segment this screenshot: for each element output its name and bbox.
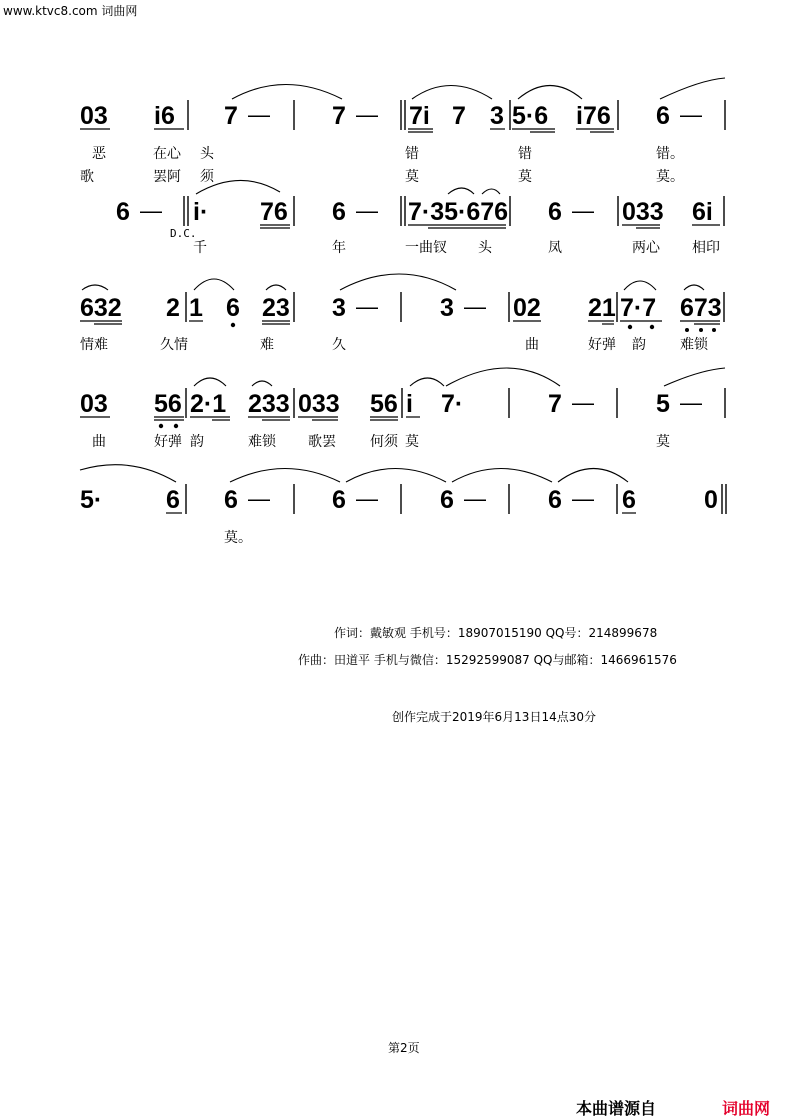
lyric: 莫。	[656, 169, 684, 185]
lyric: 难锁	[680, 337, 708, 353]
lyric: 年	[332, 240, 346, 256]
lyric: 韵	[632, 337, 646, 353]
note: 6	[548, 198, 562, 226]
score-row-3	[80, 274, 724, 353]
creation-date: 创作完成于2019年6月13日14点30分	[392, 710, 596, 724]
dash-mark: —	[572, 198, 594, 223]
dc-mark: D.C.	[170, 227, 197, 240]
dash-mark: —	[680, 390, 702, 415]
score-row-2	[116, 180, 724, 256]
lyric: 恶	[92, 146, 106, 162]
lyric: 曲	[92, 434, 106, 450]
lyric: 莫	[405, 434, 419, 450]
lyric: 莫	[405, 169, 419, 185]
note-group: 56	[370, 390, 398, 418]
lyric: 头	[478, 240, 492, 256]
lyric: 韵	[190, 434, 204, 450]
lyricist-credit: 作词：戴敏观 手机号：18907015190 QQ号：214899678	[334, 626, 658, 640]
note-group: 02	[513, 294, 541, 322]
lyric: 好弹	[154, 434, 182, 450]
lyric: 相印	[692, 240, 720, 256]
note-group: 7·35·676	[408, 198, 509, 226]
lyric: 歌罢	[308, 434, 336, 450]
dash-mark: —	[464, 486, 486, 511]
lyric: 千	[193, 240, 207, 256]
score-row-5	[80, 465, 726, 546]
lyric: 错	[405, 146, 419, 162]
note-group: 56	[154, 390, 182, 418]
score-row-1	[80, 78, 725, 185]
lyric: 在心	[153, 146, 181, 162]
note: 0	[704, 486, 718, 514]
lyric: 歌	[80, 169, 94, 185]
source-site-logo[interactable]: 词曲网	[722, 1099, 771, 1118]
source-label: 本曲谱源自	[576, 1099, 657, 1118]
lyric: 莫	[656, 434, 670, 450]
note: 6	[332, 198, 346, 226]
dash-mark: —	[356, 198, 378, 223]
lyric: 一曲钗	[405, 240, 447, 256]
dash-mark: —	[356, 486, 378, 511]
lyric: 难	[260, 337, 274, 353]
note: 3	[440, 294, 454, 322]
note: 2	[166, 294, 180, 322]
note: 6	[116, 198, 130, 226]
note: 6	[622, 486, 636, 514]
note-group: 21	[588, 294, 616, 322]
lyric: 头	[200, 146, 214, 162]
note-group: 7i	[409, 102, 430, 130]
lyric: 两心	[632, 240, 660, 256]
dash-mark: —	[464, 294, 486, 319]
note: 6	[224, 486, 238, 514]
note: 5	[656, 390, 670, 418]
dash-mark: —	[356, 102, 378, 127]
lyric: 久	[332, 337, 346, 353]
note: 6	[656, 102, 670, 130]
page-number: 第2页	[388, 1041, 420, 1055]
lyric: 莫。	[224, 530, 252, 546]
note: 7	[452, 102, 466, 130]
note: 1	[189, 294, 203, 322]
lyric: 好弹	[588, 337, 616, 353]
note-group: 6i	[692, 198, 713, 226]
note: i·	[193, 198, 209, 226]
note: 7	[332, 102, 346, 130]
note-group: 03	[80, 102, 108, 130]
lyric: 错	[518, 146, 532, 162]
note-group: 233	[248, 390, 290, 418]
dash-mark: —	[248, 102, 270, 127]
note: 6	[226, 294, 240, 322]
note: 7	[548, 390, 562, 418]
dash-mark: —	[680, 102, 702, 127]
site-watermark: www.ktvc8.com 词曲网	[3, 4, 138, 18]
note: 6	[548, 486, 562, 514]
note: 6	[166, 486, 180, 514]
lyric: 久情	[160, 337, 188, 353]
lyric: 须	[200, 169, 214, 185]
composer-credit: 作曲：田道平 手机与微信：15292599087 QQ与邮箱：1466961576	[298, 653, 677, 667]
lyric: 错。	[656, 146, 684, 162]
note: 5·	[80, 486, 103, 514]
note: 6	[332, 486, 346, 514]
note-group: 23	[262, 294, 290, 322]
note-group: 673	[680, 294, 722, 322]
note-group: 632	[80, 294, 122, 322]
dash-mark: —	[248, 486, 270, 511]
note: 7	[224, 102, 238, 130]
note: 3	[490, 102, 504, 130]
lyric: 莫	[518, 169, 532, 185]
note-group: 03	[80, 390, 108, 418]
note: 3	[332, 294, 346, 322]
lyric: 何须	[370, 434, 398, 450]
lyric: 难锁	[248, 434, 276, 450]
note-group: 2·1	[190, 390, 227, 418]
note-group: 033	[298, 390, 340, 418]
score-row-4	[80, 368, 725, 450]
dash-mark: —	[356, 294, 378, 319]
note: 6	[440, 486, 454, 514]
note-group: 033	[622, 198, 664, 226]
note: 7·	[441, 390, 464, 418]
note-group: 7·7	[620, 294, 657, 322]
note-group: 5·6	[512, 102, 549, 130]
note-group: i6	[154, 102, 175, 130]
note-group: i76	[576, 102, 611, 130]
dash-mark: —	[572, 390, 594, 415]
note-group: 76	[260, 198, 288, 226]
lyric: 凤	[548, 240, 562, 256]
lyric: 曲	[525, 337, 539, 353]
lyric: 情难	[80, 337, 108, 353]
dash-mark: —	[140, 198, 162, 223]
dash-mark: —	[572, 486, 594, 511]
note: i	[406, 390, 413, 418]
lyric: 罢阿	[153, 169, 181, 185]
